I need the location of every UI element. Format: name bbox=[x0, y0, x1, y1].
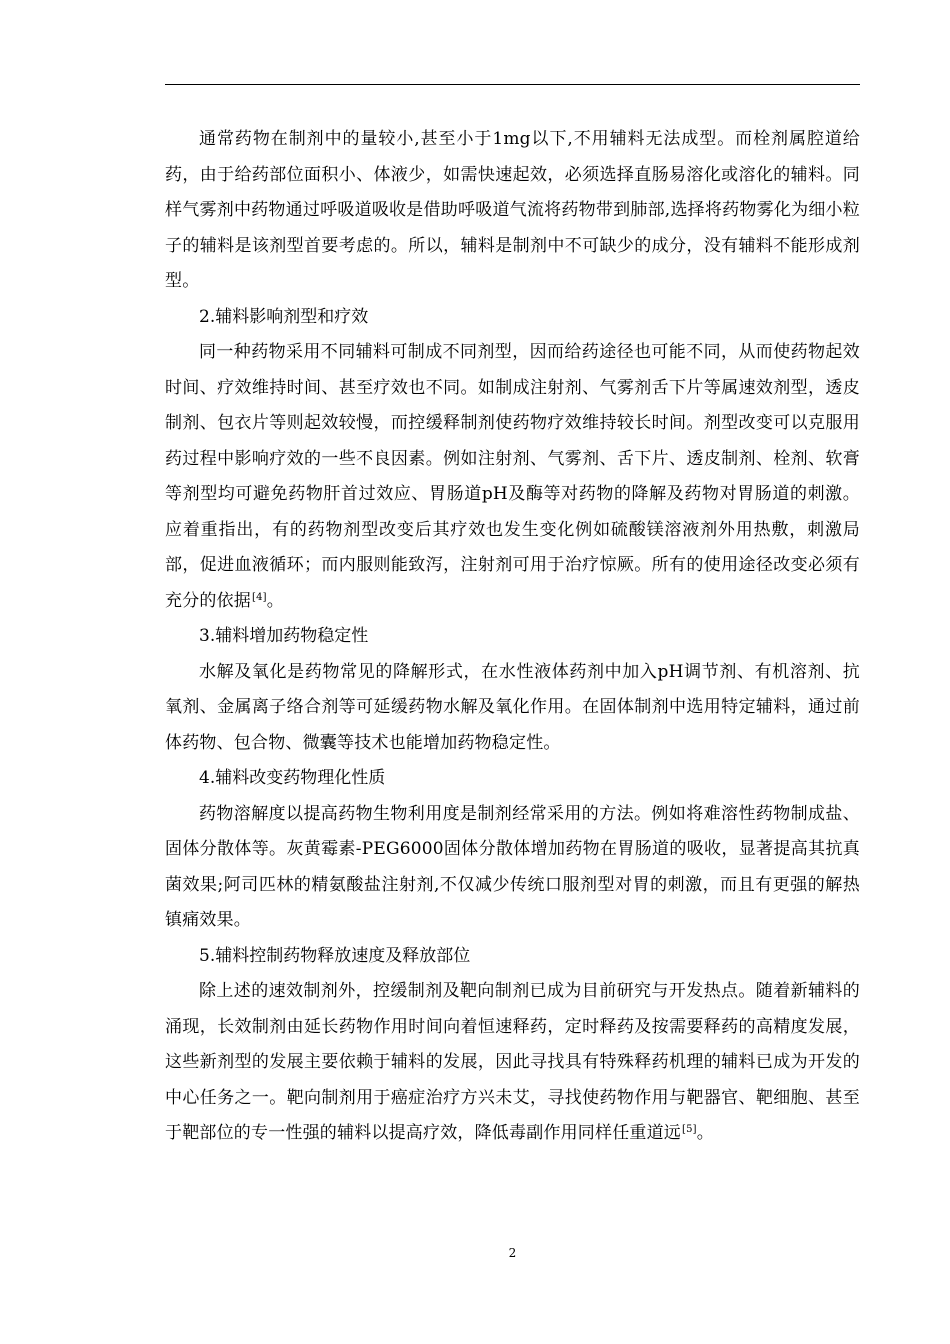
paragraph-section-2 bbox=[165, 335, 860, 619]
paragraph-section-3 bbox=[165, 655, 860, 762]
paragraph-tail: 。 bbox=[696, 1123, 714, 1143]
header-rule bbox=[165, 84, 860, 85]
section-heading-3 bbox=[165, 619, 860, 655]
section-heading-2 bbox=[165, 300, 860, 336]
paragraph-text: 通常药物在制剂中的量较小,甚至小于1mg以下,不用辅料无法成型。而栓剂属腔道给药，由于给药部位面积小、体液少，如需快速起效，必须选择直肠易溶化或溶化的辅料。同样气雾剂中药物通过呼吸道吸收是借助呼吸道气流将药物带到肺部,选择将药物雾化为细小粒子的辅料是该剂型首要考虑的。所以，辅料是制剂中不可缺少的成分，没有辅料不能形成剂型。 bbox=[165, 129, 860, 291]
paragraph-section-4 bbox=[165, 797, 860, 939]
heading-text: 2.辅料影响剂型和疗效 bbox=[199, 306, 369, 327]
section-heading-5 bbox=[165, 939, 860, 975]
paragraph-intro bbox=[165, 122, 860, 300]
paragraph-text: 药物溶解度以提高药物生物利用度是制剂经常采用的方法。例如将难溶性药物制成盐、固体分散体等。灰黄霉素-PEG6000固体分散体增加药物在胃肠道的吸收，显著提高其抗真菌效果;阿司匹林的精氨酸盐注射剂,不仅减少传统口服剂型对胃的刺激，而且有更强的解热镇痛效果。 bbox=[165, 803, 860, 930]
paragraph-tail: 。 bbox=[266, 590, 284, 611]
paragraph-section-5 bbox=[165, 974, 860, 1152]
citation-marker: [4] bbox=[252, 591, 267, 603]
citation-marker: [5] bbox=[682, 1124, 697, 1135]
heading-text: 5.辅料控制药物释放速度及释放部位 bbox=[199, 945, 471, 966]
section-heading-4 bbox=[165, 761, 860, 797]
paragraph-text: 同一种药物采用不同辅料可制成不同剂型，因而给药途径也可能不同，从而使药物起效时间、疗效维持时间、甚至疗效也不同。如制成注射剂、气雾剂舌下片等属速效剂型，透皮制剂、包衣片等则起效较慢，而控缓释制剂使药物疗效维持较长时间。剂型改变可以克服用药过程中影响疗效的一些不良因素。例如注射剂、气雾剂、舌下片、透皮制剂、栓剂、软膏等剂型均可避免药物肝首过效应、胃肠道pH及酶等对药物的降解及药物对胃肠道的刺激。应着重指出，有的药物剂型改变后其疗效也发生变化例如硫酸镁溶液剂外用热敷，刺激局部，促进血液循环；而内服则能致泻，注射剂可用于治疗惊厥。所有的使用途径改变必须有充分的依据 bbox=[165, 342, 860, 611]
heading-text: 4.辅料改变药物理化性质 bbox=[199, 768, 386, 788]
page-number: 2 bbox=[508, 1246, 517, 1260]
paragraph-text: 水解及氧化是药物常见的降解形式，在水性液体药剂中加入pH调节剂、有机溶剂、抗氧剂、金属离子络合剂等可延缓药物水解及氧化作用。在固体制剂中选用特定辅料，通过前体药物、包合物、微囊等技术也能增加药物稳定性。 bbox=[165, 661, 860, 753]
paragraph-text: 除上述的速效制剂外，控缓制剂及靶向制剂已成为目前研究与开发热点。随着新辅料的涌现，长效制剂由延长药物作用时间向着恒速释药，定时释药及按需要释药的高精度发展，这些新剂型的发展主要依赖于辅料的发展，因此寻找具有特殊释药机理的辅料已成为开发的中心任务之一。靶向制剂用于癌症治疗方兴未艾，寻找使药物作用与靶器官、靶细胞、甚至于靶部位的专一性强的辅料以提高疗效，降低毒副作用同样任重道远 bbox=[165, 981, 860, 1143]
heading-text: 3.辅料增加药物稳定性 bbox=[199, 626, 369, 646]
body-text bbox=[165, 122, 860, 1152]
